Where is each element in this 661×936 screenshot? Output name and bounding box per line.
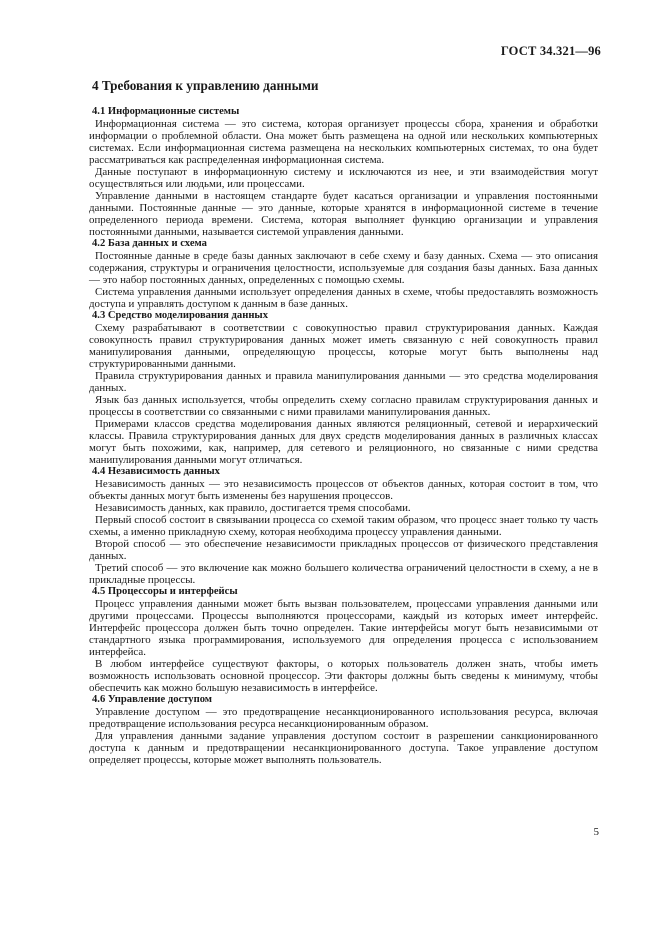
subsection-heading: 4.2 База данных и схема	[92, 238, 207, 249]
subsection-heading: 4.6 Управление доступом	[92, 694, 213, 705]
subsection-4-5	[89, 586, 598, 694]
paragraph: Примерами классов средства моделирования данных являются реляционный, сетевой и иерархический классы. Правила структурирования данных для двух средств моделирования данных в различных классах могут быть похожими, как, например, для сетевого и реляционного, но связанные с ними средства манипулирования данными могут отличаться.	[89, 418, 598, 466]
paragraph: Первый способ состоит в связывании процесса со схемой таким образом, что процесс знает только ту часть схемы, а именно прикладную схему, которая необходима процессу управления данными.	[89, 514, 598, 538]
paragraph: Независимость данных — это независимость процессов от объектов данных, которая состоит в том, что объекты данных могут быть изменены без нарушения процессов.	[89, 478, 598, 502]
subsection-heading: 4.5 Процессоры и интерфейсы	[92, 586, 238, 597]
document-body	[89, 78, 598, 766]
paragraph: В любом интерфейсе существуют факторы, о которых пользователь должен знать, чтобы иметь возможность использовать основной процессор. Эти факторы должны быть сведены к минимуму, чтобы обеспечить как можно большую независимость в интерфейсе.	[89, 658, 598, 694]
subsection-4-2	[89, 238, 598, 310]
section-title: 4 Требования к управлению данными	[92, 78, 319, 93]
subsection-heading: 4.3 Средство моделирования данных	[92, 310, 268, 321]
paragraph: Для управления данными задание управления доступом состоит в разрешении санкционированного доступа к данным и предотвращении несанкционированного доступа. Такое управление доступом определяет процессы, которые может выполнять пользователь.	[89, 730, 598, 766]
paragraph: Второй способ — это обеспечение независимости прикладных процессов от физического представления данных.	[89, 538, 598, 562]
subsection-4-3	[89, 310, 598, 466]
subsection-heading: 4.1 Информационные системы	[92, 106, 240, 117]
subsection-4-4	[89, 466, 598, 586]
subsection-heading: 4.4 Независимость данных	[92, 466, 220, 477]
paragraph: Независимость данных, как правило, достигается тремя способами.	[95, 502, 411, 514]
paragraph: Информационная система — это система, которая организует процессы сбора, хранения и обработки информации о проблемной области. Она может быть размещена на одной или нескольких компьютерных системах. Если информационная система размещена на нескольких компьютерных системах, то она будет рассматриваться как распределенная информационная система.	[89, 118, 598, 166]
paragraph: Управление данными в настоящем стандарте будет касаться организации и управления постоянными данными. Постоянные данные — это данные, которые хранятся в информационной системе в течение определенного периода времени. Система, которая выполняет функцию организации и управления постоянными данными, называется системой управления данными.	[89, 190, 598, 238]
subsection-4-6	[89, 694, 598, 766]
paragraph: Схему разрабатывают в соответствии с совокупностью правил структурирования данных. Каждая совокупность правил структурирования данных может иметь связанную с ней совокупность правил манипулирования данными, определяющую процессы, которые могут быть выполнены над структурированными данными.	[89, 322, 598, 370]
paragraph: Процесс управления данными может быть вызван пользователем, процессами управления данными или другими процессами. Процессы выполняются процессорами, каждый из которых имеет интерфейс. Интерфейс процессора должен быть точно определен. Такие интерфейсы могут быть независимыми от стандартного языка программирования, используемого для определения процесса с использованием интерфейса.	[89, 598, 598, 658]
paragraph: Данные поступают в информационную систему и исключаются из нее, и эти взаимодействия могут осуществляться или людьми, или процессами.	[89, 166, 598, 190]
subsection-4-1	[89, 106, 598, 238]
paragraph: Язык баз данных используется, чтобы определить схему согласно правилам структурирования данных и процессы в соответствии со связанными с ними правилами манипулирования данных.	[89, 394, 598, 418]
paragraph: Система управления данными использует определения данных в схеме, чтобы предоставлять возможность доступа и управлять доступом к данным в базе данных.	[89, 286, 598, 310]
paragraph: Правила структурирования данных и правила манипулирования данными — это средства моделирования данных.	[89, 370, 598, 394]
page-number: 5	[593, 826, 599, 838]
document-code: ГОСТ 34.321—96	[500, 44, 601, 58]
paragraph: Постоянные данные в среде базы данных заключают в себе схему и базу данных. Схема — это описания содержания, структуры и ограничения целостности, используемые для создания базы данных. База данных — это набор постоянных данных, определенных с помощью схемы.	[89, 250, 598, 286]
paragraph: Управление доступом — это предотвращение несанкционированного использования ресурса, включая предотвращение использования ресурса несанкционированным образом.	[89, 706, 598, 730]
paragraph: Третий способ — это включение как можно большего количества ограничений целостности в схему, а не в прикладные процессы.	[89, 562, 598, 586]
